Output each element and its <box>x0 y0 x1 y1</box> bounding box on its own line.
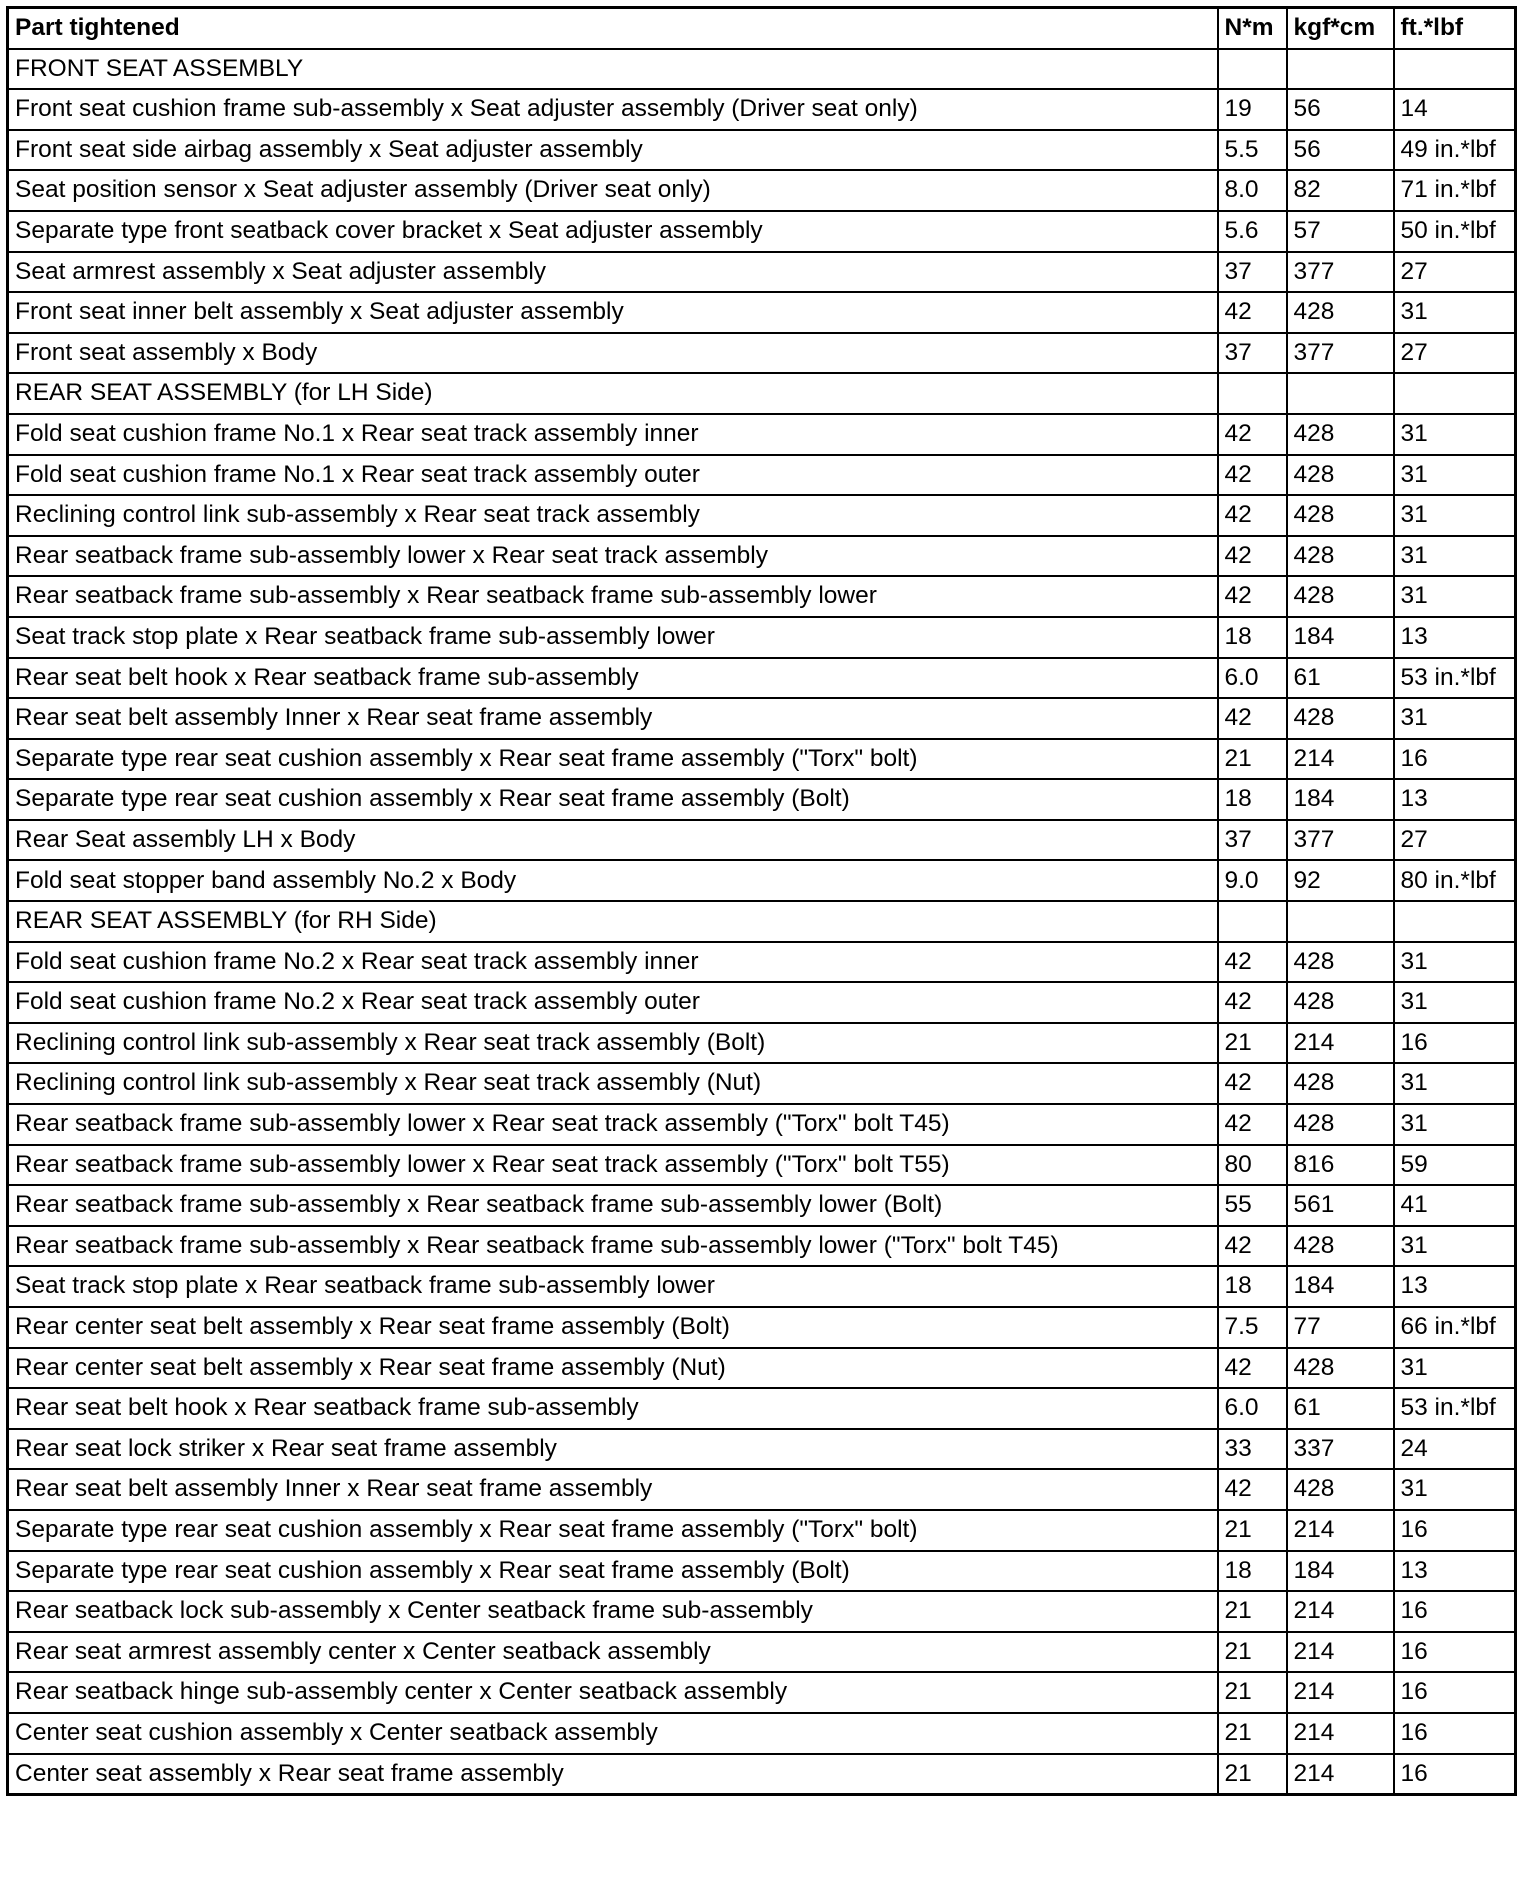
cell-kgf-cm: 377 <box>1287 820 1394 861</box>
cell-nm: 21 <box>1218 1591 1287 1632</box>
cell-ft-lbf: 16 <box>1394 1672 1516 1713</box>
table-row <box>8 1510 1516 1551</box>
cell-nm: 42 <box>1218 495 1287 536</box>
cell-part-tightened: Seat track stop plate x Rear seatback frame sub-assembly lower <box>8 1266 1218 1307</box>
section-header-row <box>8 49 1516 90</box>
cell-kgf-cm <box>1287 49 1394 90</box>
table-row <box>8 1023 1516 1064</box>
cell-part-tightened: REAR SEAT ASSEMBLY (for LH Side) <box>8 373 1218 414</box>
cell-ft-lbf: 80 in.*lbf <box>1394 860 1516 901</box>
cell-kgf-cm: 214 <box>1287 1591 1394 1632</box>
cell-nm: 80 <box>1218 1145 1287 1186</box>
table-row <box>8 1063 1516 1104</box>
table-row <box>8 1266 1516 1307</box>
cell-ft-lbf: 49 in.*lbf <box>1394 130 1516 171</box>
cell-kgf-cm: 428 <box>1287 698 1394 739</box>
table-row <box>8 1388 1516 1429</box>
cell-nm: 42 <box>1218 1104 1287 1145</box>
cell-part-tightened: Seat position sensor x Seat adjuster assembly (Driver seat only) <box>8 170 1218 211</box>
table-row <box>8 1551 1516 1592</box>
table-row <box>8 1632 1516 1673</box>
cell-part-tightened: Separate type front seatback cover bracket x Seat adjuster assembly <box>8 211 1218 252</box>
cell-part-tightened: Rear seatback frame sub-assembly lower x Rear seat track assembly <box>8 536 1218 577</box>
cell-ft-lbf <box>1394 901 1516 942</box>
cell-part-tightened: Rear seat belt assembly Inner x Rear seat frame assembly <box>8 1469 1218 1510</box>
cell-nm: 42 <box>1218 414 1287 455</box>
cell-kgf-cm: 428 <box>1287 1469 1394 1510</box>
cell-part-tightened: Rear seat belt hook x Rear seatback frame sub-assembly <box>8 1388 1218 1429</box>
table-row <box>8 1348 1516 1389</box>
cell-kgf-cm: 214 <box>1287 739 1394 780</box>
table-row <box>8 170 1516 211</box>
cell-part-tightened: Rear seatback lock sub-assembly x Center seatback frame sub-assembly <box>8 1591 1218 1632</box>
cell-nm: 9.0 <box>1218 860 1287 901</box>
table-row <box>8 576 1516 617</box>
cell-kgf-cm: 428 <box>1287 1104 1394 1145</box>
table-row <box>8 1754 1516 1795</box>
table-row <box>8 211 1516 252</box>
cell-ft-lbf: 13 <box>1394 617 1516 658</box>
cell-part-tightened: Rear center seat belt assembly x Rear seat frame assembly (Nut) <box>8 1348 1218 1389</box>
cell-ft-lbf: 31 <box>1394 1348 1516 1389</box>
cell-ft-lbf: 16 <box>1394 739 1516 780</box>
cell-part-tightened: Rear seat lock striker x Rear seat frame assembly <box>8 1429 1218 1470</box>
cell-kgf-cm: 428 <box>1287 576 1394 617</box>
table-row <box>8 292 1516 333</box>
cell-part-tightened: Front seat assembly x Body <box>8 333 1218 374</box>
cell-ft-lbf: 13 <box>1394 779 1516 820</box>
cell-part-tightened: Rear seatback frame sub-assembly lower x Rear seat track assembly ("Torx" bolt T55) <box>8 1145 1218 1186</box>
cell-kgf-cm: 92 <box>1287 860 1394 901</box>
cell-ft-lbf: 50 in.*lbf <box>1394 211 1516 252</box>
cell-nm: 21 <box>1218 1510 1287 1551</box>
table-row <box>8 495 1516 536</box>
table-row <box>8 1145 1516 1186</box>
cell-part-tightened: Front seat side airbag assembly x Seat adjuster assembly <box>8 130 1218 171</box>
cell-part-tightened: FRONT SEAT ASSEMBLY <box>8 49 1218 90</box>
cell-part-tightened: Separate type rear seat cushion assembly x Rear seat frame assembly (Bolt) <box>8 779 1218 820</box>
cell-ft-lbf: 16 <box>1394 1754 1516 1795</box>
cell-kgf-cm <box>1287 901 1394 942</box>
cell-nm: 8.0 <box>1218 170 1287 211</box>
cell-ft-lbf: 31 <box>1394 1063 1516 1104</box>
table-row <box>8 1185 1516 1226</box>
cell-kgf-cm: 428 <box>1287 1348 1394 1389</box>
cell-part-tightened: Front seat inner belt assembly x Seat adjuster assembly <box>8 292 1218 333</box>
table-row <box>8 1591 1516 1632</box>
table-row <box>8 860 1516 901</box>
table-row <box>8 1672 1516 1713</box>
table-row <box>8 1307 1516 1348</box>
table-row <box>8 779 1516 820</box>
table-row <box>8 1469 1516 1510</box>
cell-part-tightened: Reclining control link sub-assembly x Rear seat track assembly (Bolt) <box>8 1023 1218 1064</box>
table-row <box>8 333 1516 374</box>
table-row <box>8 698 1516 739</box>
cell-nm: 21 <box>1218 739 1287 780</box>
cell-ft-lbf <box>1394 49 1516 90</box>
cell-nm: 55 <box>1218 1185 1287 1226</box>
cell-part-tightened: Seat track stop plate x Rear seatback frame sub-assembly lower <box>8 617 1218 658</box>
cell-nm: 5.5 <box>1218 130 1287 171</box>
cell-part-tightened: Rear seat belt hook x Rear seatback frame sub-assembly <box>8 658 1218 699</box>
header-part-tightened: Part tightened <box>8 8 1218 49</box>
cell-ft-lbf: 31 <box>1394 576 1516 617</box>
cell-part-tightened: Center seat cushion assembly x Center seatback assembly <box>8 1713 1218 1754</box>
cell-nm: 5.6 <box>1218 211 1287 252</box>
cell-nm: 21 <box>1218 1632 1287 1673</box>
cell-nm: 18 <box>1218 617 1287 658</box>
cell-ft-lbf: 31 <box>1394 414 1516 455</box>
cell-part-tightened: Fold seat cushion frame No.1 x Rear seat track assembly outer <box>8 455 1218 496</box>
header-nm: N*m <box>1218 8 1287 49</box>
cell-nm: 42 <box>1218 576 1287 617</box>
cell-nm: 21 <box>1218 1713 1287 1754</box>
cell-kgf-cm: 561 <box>1287 1185 1394 1226</box>
cell-part-tightened: Rear seat belt assembly Inner x Rear seat frame assembly <box>8 698 1218 739</box>
table-row <box>8 1226 1516 1267</box>
cell-kgf-cm: 337 <box>1287 1429 1394 1470</box>
cell-part-tightened: Fold seat cushion frame No.1 x Rear seat track assembly inner <box>8 414 1218 455</box>
table-row <box>8 820 1516 861</box>
cell-ft-lbf: 27 <box>1394 820 1516 861</box>
cell-ft-lbf: 31 <box>1394 1469 1516 1510</box>
cell-nm: 21 <box>1218 1023 1287 1064</box>
table-row <box>8 455 1516 496</box>
cell-part-tightened: Reclining control link sub-assembly x Rear seat track assembly <box>8 495 1218 536</box>
cell-part-tightened: Fold seat stopper band assembly No.2 x Body <box>8 860 1218 901</box>
cell-kgf-cm: 428 <box>1287 536 1394 577</box>
cell-nm: 42 <box>1218 1348 1287 1389</box>
cell-part-tightened: Rear seatback frame sub-assembly x Rear seatback frame sub-assembly lower <box>8 576 1218 617</box>
cell-ft-lbf: 14 <box>1394 89 1516 130</box>
cell-part-tightened: Rear seatback frame sub-assembly lower x Rear seat track assembly ("Torx" bolt T45) <box>8 1104 1218 1145</box>
cell-nm: 21 <box>1218 1754 1287 1795</box>
cell-ft-lbf: 31 <box>1394 942 1516 983</box>
cell-nm <box>1218 901 1287 942</box>
cell-kgf-cm: 61 <box>1287 1388 1394 1429</box>
cell-kgf-cm: 428 <box>1287 292 1394 333</box>
cell-ft-lbf: 53 in.*lbf <box>1394 1388 1516 1429</box>
cell-ft-lbf: 31 <box>1394 455 1516 496</box>
table-row <box>8 1429 1516 1470</box>
cell-kgf-cm: 214 <box>1287 1510 1394 1551</box>
cell-part-tightened: REAR SEAT ASSEMBLY (for RH Side) <box>8 901 1218 942</box>
cell-ft-lbf: 66 in.*lbf <box>1394 1307 1516 1348</box>
cell-kgf-cm: 56 <box>1287 130 1394 171</box>
cell-ft-lbf: 13 <box>1394 1551 1516 1592</box>
cell-ft-lbf: 31 <box>1394 698 1516 739</box>
cell-part-tightened: Front seat cushion frame sub-assembly x Seat adjuster assembly (Driver seat only) <box>8 89 1218 130</box>
cell-nm: 42 <box>1218 536 1287 577</box>
cell-nm: 37 <box>1218 333 1287 374</box>
cell-kgf-cm: 56 <box>1287 89 1394 130</box>
cell-ft-lbf: 31 <box>1394 536 1516 577</box>
cell-part-tightened: Fold seat cushion frame No.2 x Rear seat track assembly outer <box>8 982 1218 1023</box>
cell-kgf-cm: 428 <box>1287 942 1394 983</box>
section-header-row <box>8 373 1516 414</box>
table-row <box>8 252 1516 293</box>
cell-part-tightened: Rear Seat assembly LH x Body <box>8 820 1218 861</box>
cell-kgf-cm: 214 <box>1287 1023 1394 1064</box>
cell-part-tightened: Fold seat cushion frame No.2 x Rear seat track assembly inner <box>8 942 1218 983</box>
cell-kgf-cm: 428 <box>1287 455 1394 496</box>
table-row <box>8 739 1516 780</box>
cell-part-tightened: Seat armrest assembly x Seat adjuster assembly <box>8 252 1218 293</box>
cell-nm: 37 <box>1218 820 1287 861</box>
cell-ft-lbf: 16 <box>1394 1713 1516 1754</box>
cell-kgf-cm: 428 <box>1287 495 1394 536</box>
cell-nm: 19 <box>1218 89 1287 130</box>
cell-kgf-cm: 184 <box>1287 1551 1394 1592</box>
cell-part-tightened: Separate type rear seat cushion assembly x Rear seat frame assembly (Bolt) <box>8 1551 1218 1592</box>
cell-nm <box>1218 49 1287 90</box>
table-row <box>8 617 1516 658</box>
cell-part-tightened: Rear seatback frame sub-assembly x Rear seatback frame sub-assembly lower ("Torx" bolt T45) <box>8 1226 1218 1267</box>
cell-kgf-cm: 377 <box>1287 333 1394 374</box>
cell-nm: 42 <box>1218 1063 1287 1104</box>
cell-ft-lbf: 16 <box>1394 1591 1516 1632</box>
cell-nm: 42 <box>1218 1226 1287 1267</box>
header-row <box>8 8 1516 49</box>
cell-nm: 6.0 <box>1218 658 1287 699</box>
cell-nm: 6.0 <box>1218 1388 1287 1429</box>
cell-nm: 18 <box>1218 779 1287 820</box>
cell-part-tightened: Separate type rear seat cushion assembly x Rear seat frame assembly ("Torx" bolt) <box>8 739 1218 780</box>
cell-ft-lbf: 13 <box>1394 1266 1516 1307</box>
cell-nm: 42 <box>1218 455 1287 496</box>
cell-kgf-cm: 377 <box>1287 252 1394 293</box>
cell-nm: 21 <box>1218 1672 1287 1713</box>
cell-part-tightened: Center seat assembly x Rear seat frame assembly <box>8 1754 1218 1795</box>
cell-nm: 42 <box>1218 698 1287 739</box>
cell-kgf-cm: 214 <box>1287 1754 1394 1795</box>
cell-ft-lbf: 59 <box>1394 1145 1516 1186</box>
section-header-row <box>8 901 1516 942</box>
cell-nm: 42 <box>1218 292 1287 333</box>
torque-spec-table <box>6 6 1517 1796</box>
cell-kgf-cm: 184 <box>1287 1266 1394 1307</box>
cell-kgf-cm: 61 <box>1287 658 1394 699</box>
cell-nm: 18 <box>1218 1551 1287 1592</box>
cell-ft-lbf: 31 <box>1394 1226 1516 1267</box>
cell-kgf-cm: 428 <box>1287 982 1394 1023</box>
table-row <box>8 414 1516 455</box>
table-row <box>8 89 1516 130</box>
cell-kgf-cm <box>1287 373 1394 414</box>
table-body <box>8 49 1516 1795</box>
cell-nm <box>1218 373 1287 414</box>
cell-kgf-cm: 214 <box>1287 1672 1394 1713</box>
cell-kgf-cm: 816 <box>1287 1145 1394 1186</box>
table-row <box>8 982 1516 1023</box>
cell-nm: 42 <box>1218 942 1287 983</box>
cell-part-tightened: Separate type rear seat cushion assembly x Rear seat frame assembly ("Torx" bolt) <box>8 1510 1218 1551</box>
cell-nm: 18 <box>1218 1266 1287 1307</box>
cell-ft-lbf: 31 <box>1394 292 1516 333</box>
cell-kgf-cm: 428 <box>1287 414 1394 455</box>
cell-ft-lbf: 27 <box>1394 333 1516 374</box>
table-row <box>8 1713 1516 1754</box>
header-kgf-cm: kgf*cm <box>1287 8 1394 49</box>
cell-kgf-cm: 82 <box>1287 170 1394 211</box>
cell-ft-lbf <box>1394 373 1516 414</box>
cell-nm: 7.5 <box>1218 1307 1287 1348</box>
cell-ft-lbf: 16 <box>1394 1632 1516 1673</box>
cell-ft-lbf: 16 <box>1394 1023 1516 1064</box>
cell-ft-lbf: 41 <box>1394 1185 1516 1226</box>
cell-nm: 37 <box>1218 252 1287 293</box>
cell-ft-lbf: 16 <box>1394 1510 1516 1551</box>
table-row <box>8 1104 1516 1145</box>
cell-part-tightened: Rear seatback frame sub-assembly x Rear seatback frame sub-assembly lower (Bolt) <box>8 1185 1218 1226</box>
cell-kgf-cm: 428 <box>1287 1226 1394 1267</box>
cell-kgf-cm: 57 <box>1287 211 1394 252</box>
cell-kgf-cm: 214 <box>1287 1632 1394 1673</box>
header-ft-lbf: ft.*lbf <box>1394 8 1516 49</box>
cell-kgf-cm: 428 <box>1287 1063 1394 1104</box>
cell-kgf-cm: 184 <box>1287 617 1394 658</box>
cell-part-tightened: Rear seatback hinge sub-assembly center x Center seatback assembly <box>8 1672 1218 1713</box>
cell-part-tightened: Rear center seat belt assembly x Rear seat frame assembly (Bolt) <box>8 1307 1218 1348</box>
cell-ft-lbf: 24 <box>1394 1429 1516 1470</box>
cell-kgf-cm: 77 <box>1287 1307 1394 1348</box>
table-row <box>8 130 1516 171</box>
table-row <box>8 942 1516 983</box>
cell-ft-lbf: 71 in.*lbf <box>1394 170 1516 211</box>
cell-kgf-cm: 184 <box>1287 779 1394 820</box>
cell-ft-lbf: 27 <box>1394 252 1516 293</box>
cell-ft-lbf: 31 <box>1394 1104 1516 1145</box>
cell-nm: 42 <box>1218 982 1287 1023</box>
cell-ft-lbf: 31 <box>1394 495 1516 536</box>
cell-nm: 42 <box>1218 1469 1287 1510</box>
table-row <box>8 658 1516 699</box>
cell-ft-lbf: 31 <box>1394 982 1516 1023</box>
table-row <box>8 536 1516 577</box>
cell-ft-lbf: 53 in.*lbf <box>1394 658 1516 699</box>
cell-nm: 33 <box>1218 1429 1287 1470</box>
cell-part-tightened: Reclining control link sub-assembly x Rear seat track assembly (Nut) <box>8 1063 1218 1104</box>
cell-part-tightened: Rear seat armrest assembly center x Center seatback assembly <box>8 1632 1218 1673</box>
cell-kgf-cm: 214 <box>1287 1713 1394 1754</box>
